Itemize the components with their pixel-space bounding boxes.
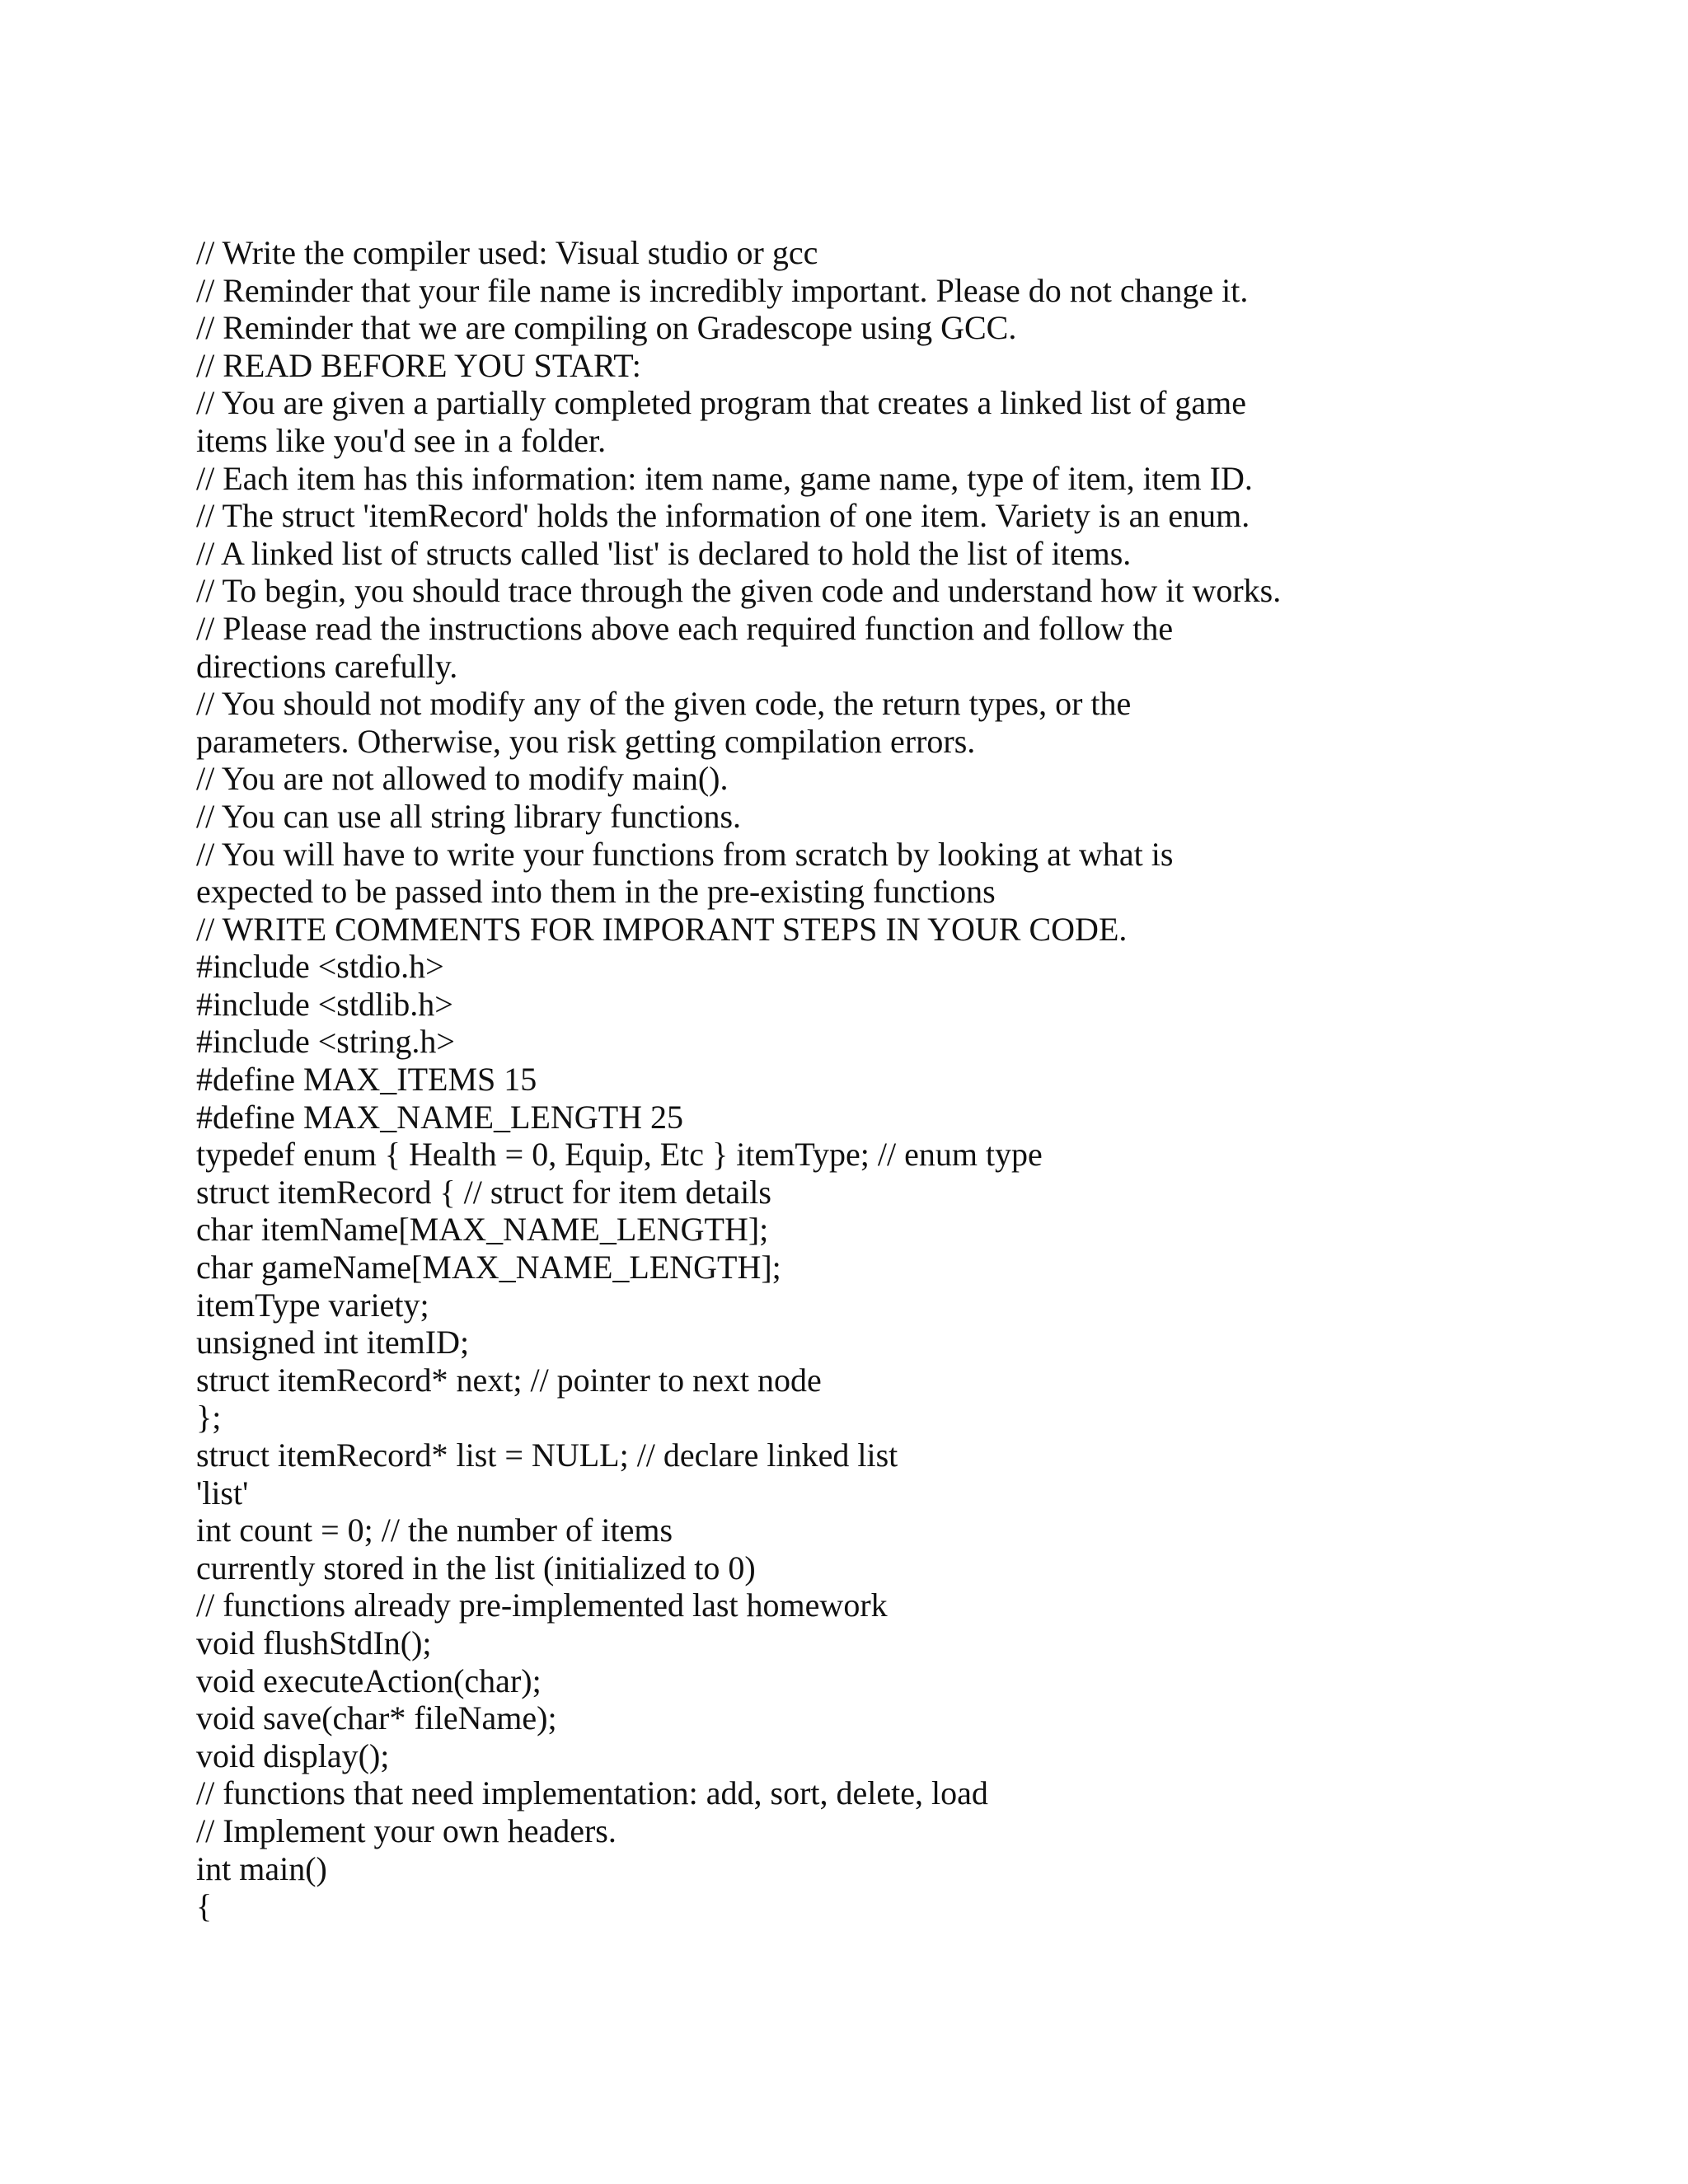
text-line: int main() — [196, 1849, 327, 1887]
text-line: // Implement your own headers. — [196, 1811, 617, 1849]
text-line: void flushStdIn(); — [196, 1624, 432, 1661]
text-line: #include <stdlib.h> — [196, 985, 453, 1023]
text-line: // READ BEFORE YOU START: — [196, 346, 641, 384]
text-line: #include <stdio.h> — [196, 948, 444, 986]
text-line: unsigned int itemID; — [196, 1324, 470, 1361]
text-line: struct itemRecord { // struct for item details — [196, 1173, 771, 1211]
text-line: // functions that need implementation: add, sort, delete, load — [196, 1774, 988, 1812]
text-line: expected to be passed into them in the pre-existing functions — [196, 873, 996, 911]
text-line: struct itemRecord* list = NULL; // declare linked list — [196, 1436, 898, 1474]
text-line: // To begin, you should trace through the given code and understand how it works. — [196, 572, 1282, 610]
text-line: // You will have to write your functions from scratch by looking at what is — [196, 835, 1174, 873]
text-line: parameters. Otherwise, you risk getting compilation errors. — [196, 722, 976, 760]
text-line: int count = 0; // the number of items — [196, 1511, 673, 1549]
text-line: #define MAX_NAME_LENGTH 25 — [196, 1098, 684, 1136]
text-line: // Reminder that we are compiling on Gradescope using GCC. — [196, 309, 1017, 347]
text-line: // Please read the instructions above each required function and follow the — [196, 609, 1174, 647]
text-line: // Reminder that your file name is incredibly important. Please do not change it. — [196, 271, 1249, 309]
text-line: #define MAX_ITEMS 15 — [196, 1061, 537, 1099]
text-line: // WRITE COMMENTS FOR IMPORANT STEPS IN YOUR CODE. — [196, 910, 1128, 948]
text-line: #include <string.h> — [196, 1023, 455, 1061]
text-line: // You are not allowed to modify main(). — [196, 760, 729, 798]
text-line: typedef enum { Health = 0, Equip, Etc } itemType; // enum type — [196, 1136, 1043, 1174]
text-line: char gameName[MAX_NAME_LENGTH]; — [196, 1249, 781, 1286]
code-listing — [196, 234, 1515, 1925]
text-line: currently stored in the list (initialized to 0) — [196, 1549, 756, 1586]
text-line: 'list' — [196, 1474, 249, 1511]
text-line: // You can use all string library functions. — [196, 797, 742, 835]
text-line: itemType variety; — [196, 1286, 429, 1324]
text-line: struct itemRecord* next; // pointer to next node — [196, 1361, 822, 1399]
text-line: { — [196, 1887, 213, 1925]
text-line: // functions already pre-implemented last homework — [196, 1586, 888, 1624]
text-line: // The struct 'itemRecord' holds the information of one item. Variety is an enum. — [196, 497, 1250, 535]
text-line: directions carefully. — [196, 647, 458, 685]
text-line: // You should not modify any of the given code, the return types, or the — [196, 685, 1132, 723]
text-line: void display(); — [196, 1736, 390, 1774]
text-line: void executeAction(char); — [196, 1661, 542, 1699]
text-line: }; — [196, 1399, 222, 1436]
text-line: char itemName[MAX_NAME_LENGTH]; — [196, 1211, 769, 1249]
text-line: // Each item has this information: item name, game name, type of item, item ID. — [196, 459, 1253, 497]
text-line: // You are given a partially completed program that creates a linked list of game — [196, 384, 1247, 422]
text-line: void save(char* fileName); — [196, 1699, 557, 1737]
text-line: items like you'd see in a folder. — [196, 421, 607, 459]
text-line: // Write the compiler used: Visual studio or gcc — [196, 234, 818, 271]
text-line: // A linked list of structs called 'list' is declared to hold the list of items. — [196, 534, 1132, 572]
